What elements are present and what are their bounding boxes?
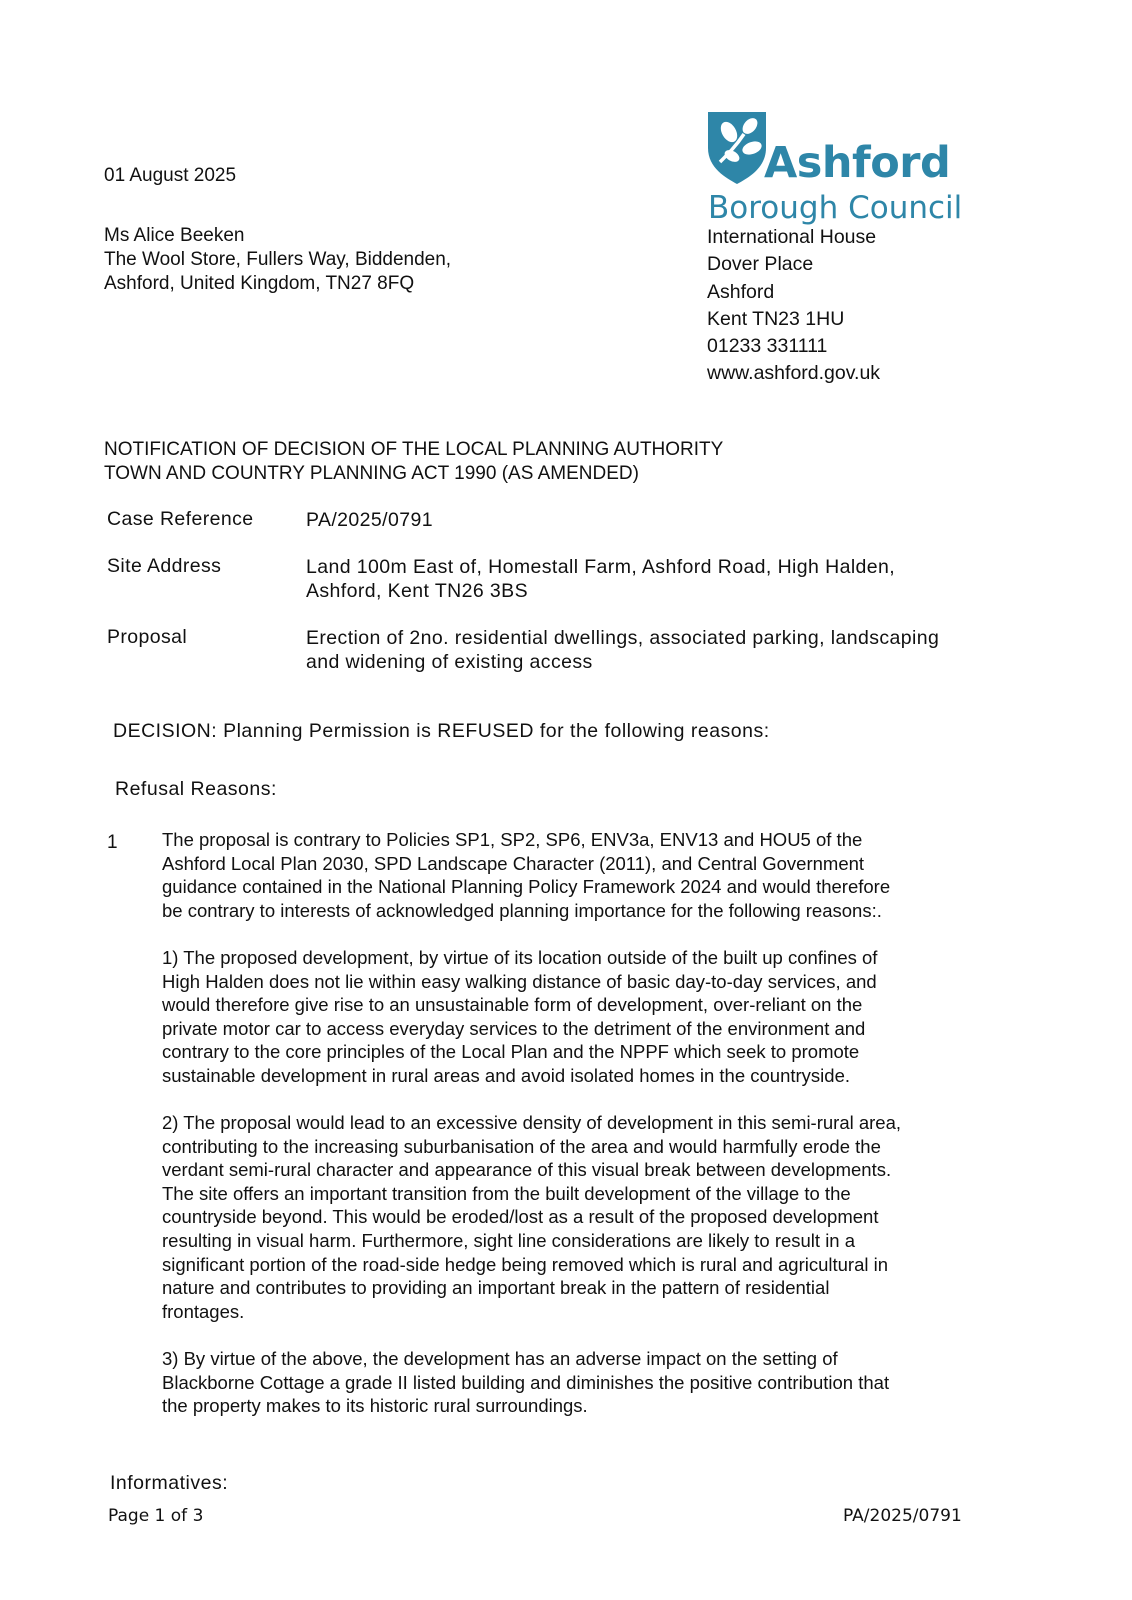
reason-point-2 xyxy=(162,1111,901,1323)
reason-line: sustainable development in rural areas and avoid isolated homes in the countryside. xyxy=(162,1064,850,1086)
notice-heading xyxy=(104,438,723,486)
reason-line: resulting in visual harm. Furthermore, sight line considerations are likely to result in a xyxy=(162,1229,856,1251)
letter-date: 01 August 2025 xyxy=(104,165,237,186)
proposal-line: and widening of existing access xyxy=(306,651,593,673)
case-reference-label: Case Reference xyxy=(107,508,254,530)
council-address-line: Dover Place xyxy=(707,253,814,276)
heading-line-2: TOWN AND COUNTRY PLANNING ACT 1990 (AS AMENDED) xyxy=(104,463,639,484)
reason-line: countryside beyond. This would be eroded/lost as a result of the proposed development xyxy=(162,1206,879,1228)
proposal-value xyxy=(306,626,939,674)
reason-line: The proposal is contrary to Policies SP1, SP2, SP6, ENV3a, ENV13 and HOU5 of the xyxy=(162,829,863,850)
footer-case-reference: PA/2025/0791 xyxy=(843,1506,962,1526)
site-address-line: Land 100m East of, Homestall Farm, Ashford Road, High Halden, xyxy=(306,556,896,578)
council-address xyxy=(707,224,880,388)
council-address-line: Kent TN23 1HU xyxy=(707,307,845,330)
heading-line-1: NOTIFICATION OF DECISION OF THE LOCAL PLANNING AUTHORITY xyxy=(104,439,724,460)
council-address-line: International House xyxy=(707,226,877,248)
reason-line: 3) By virtue of the above, the development has an adverse impact on the setting of xyxy=(162,1348,838,1369)
logo-word-borough-council: Borough Council xyxy=(708,190,963,226)
reason-line: nature and contributes to providing an important break in the pattern of residential xyxy=(162,1277,830,1299)
reason-line: Ashford Local Plan 2030, SPD Landscape Character (2011), and Central Government xyxy=(162,852,865,874)
site-address-label: Site Address xyxy=(107,555,222,577)
proposal-line: Erection of 2no. residential dwellings, associated parking, landscaping xyxy=(306,627,940,649)
reason-number: 1 xyxy=(107,832,118,853)
reason-line: contrary to the core principles of the Local Plan and the NPPF which seek to promote xyxy=(162,1041,860,1063)
reason-point-1 xyxy=(162,946,877,1088)
informatives-heading: Informatives: xyxy=(110,1472,229,1494)
proposal-label: Proposal xyxy=(107,626,188,648)
recipient-line: Ashford, United Kingdom, TN27 8FQ xyxy=(104,273,415,294)
reason-line: verdant semi-rural character and appearance of this visual break between developments. xyxy=(162,1159,892,1181)
reason-line: be contrary to interests of acknowledged planning importance for the following reasons:. xyxy=(162,899,882,921)
reason-line: Blackborne Cottage a grade II listed building and diminishes the positive contribution that xyxy=(162,1371,890,1393)
refusal-reasons-heading: Refusal Reasons: xyxy=(115,778,277,800)
recipient-address xyxy=(104,224,451,296)
reason-line: would therefore give rise to an unsustainable form of development, over-reliant on the xyxy=(162,994,863,1016)
reason-line: 2) The proposal would lead to an excessive density of development in this semi-rural area, xyxy=(162,1112,902,1133)
reason-point-3 xyxy=(162,1347,889,1418)
reason-line: private motor car to access everyday services to the detriment of the environment and xyxy=(162,1017,866,1039)
reason-line: High Halden does not lie within easy walking distance of basic day-to-day services, and xyxy=(162,970,877,992)
recipient-line: Ms Alice Beeken xyxy=(104,225,245,246)
reason-line: 1) The proposed development, by virtue of its location outside of the built up confines of xyxy=(162,947,878,968)
council-logo xyxy=(708,112,963,226)
council-address-line: Ashford xyxy=(707,280,775,303)
recipient-line: The Wool Store, Fullers Way, Biddenden, xyxy=(104,249,452,270)
case-reference-value: PA/2025/0791 xyxy=(306,509,433,531)
reason-line: the property makes to its historic rural surroundings. xyxy=(162,1395,588,1417)
site-address-value xyxy=(306,555,895,603)
council-website: www.ashford.gov.uk xyxy=(707,362,881,385)
council-address-line: 01233 331111 xyxy=(707,335,828,358)
reason-line: contributing to the increasing suburbanisation of the area and would harmfully erode the xyxy=(162,1135,881,1157)
reason-line: The site offers an important transition from the built development of the village to the xyxy=(162,1182,851,1204)
reason-line: significant portion of the road-side hedge being removed which is rural and agricultural in xyxy=(162,1253,889,1275)
site-address-line: Ashford, Kent TN26 3BS xyxy=(306,580,528,602)
decision-statement: DECISION: Planning Permission is REFUSED for the following reasons: xyxy=(113,720,770,742)
reason-line: frontages. xyxy=(162,1300,245,1322)
reason-intro xyxy=(162,828,890,922)
footer-page-number: Page 1 of 3 xyxy=(108,1506,204,1526)
reason-line: guidance contained in the National Planning Policy Framework 2024 and would therefore xyxy=(162,876,891,898)
logo-word-ashford: Ashford xyxy=(764,138,951,188)
shield-leaf-icon xyxy=(708,112,766,184)
